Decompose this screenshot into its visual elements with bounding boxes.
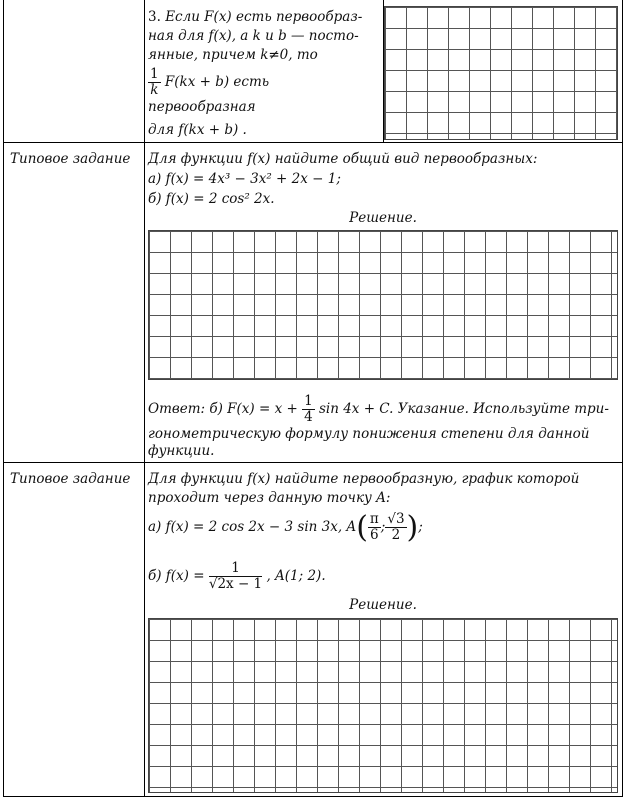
row-divider-1 (4, 142, 622, 143)
grid-box-2 (148, 230, 618, 380)
theorem-line-3: янные, причем k≠0, то (148, 47, 318, 63)
theorem-line-2: ная для f(x), а k и b — посто- (148, 28, 359, 44)
theorem-line-4: F(kx + b) есть первообразная (148, 74, 270, 115)
task-1-answer-line-1: Ответ: б) F(x) = x + $\frac{1}{4}$ sin 4x + C. Указание. Используйте три- (148, 393, 609, 425)
task-1-solution-label: Решение. (349, 210, 417, 226)
grid-box-1 (384, 6, 618, 140)
theorem-fraction: $\frac{1}{k}$ (150, 66, 159, 98)
task-2-label: Типовое задание (10, 471, 131, 487)
theorem-line-1: Если F(x) есть первообраз- (165, 9, 363, 25)
theorem-line-5: для f(kx + b) . (148, 122, 247, 138)
task-1-label: Типовое задание (10, 151, 131, 167)
task-2-solution-label: Решение. (349, 597, 417, 613)
task-2-item-b: б) f(x) = $\frac{1}{√2x - 1}$ , A(1; 2). (148, 560, 326, 592)
task-1-answer-line-2: гонометрическую формулу понижения степени для данной (148, 426, 590, 442)
theorem-number: 3. (148, 9, 161, 25)
task-1-item-a: а) f(x) = 4x³ − 3x² + 2x − 1; (148, 171, 341, 187)
left-column-divider (144, 0, 145, 796)
grid-box-3 (148, 618, 618, 793)
answer-fraction: $\frac{1}{4}$ (304, 393, 313, 425)
task-1-item-b: б) f(x) = 2 cos² 2x. (148, 191, 275, 207)
task-1-answer-line-3: функции. (148, 443, 215, 459)
row-divider-2 (4, 462, 622, 463)
task-2-prompt-1: Для функции f(x) найдите первообразную, график которой (148, 471, 580, 487)
task-2-item-a: а) f(x) = 2 cos 2x − 3 sin 3x, A( $\frac{\pi}{6}$ ; $\frac{√3}{2}$ ); (148, 510, 423, 545)
task-2-prompt-2: проходит через данную точку A: (148, 490, 391, 506)
theorem-3 (148, 8, 378, 140)
task-1-prompt: Для функции f(x) найдите общий вид первообразных: (148, 151, 538, 167)
